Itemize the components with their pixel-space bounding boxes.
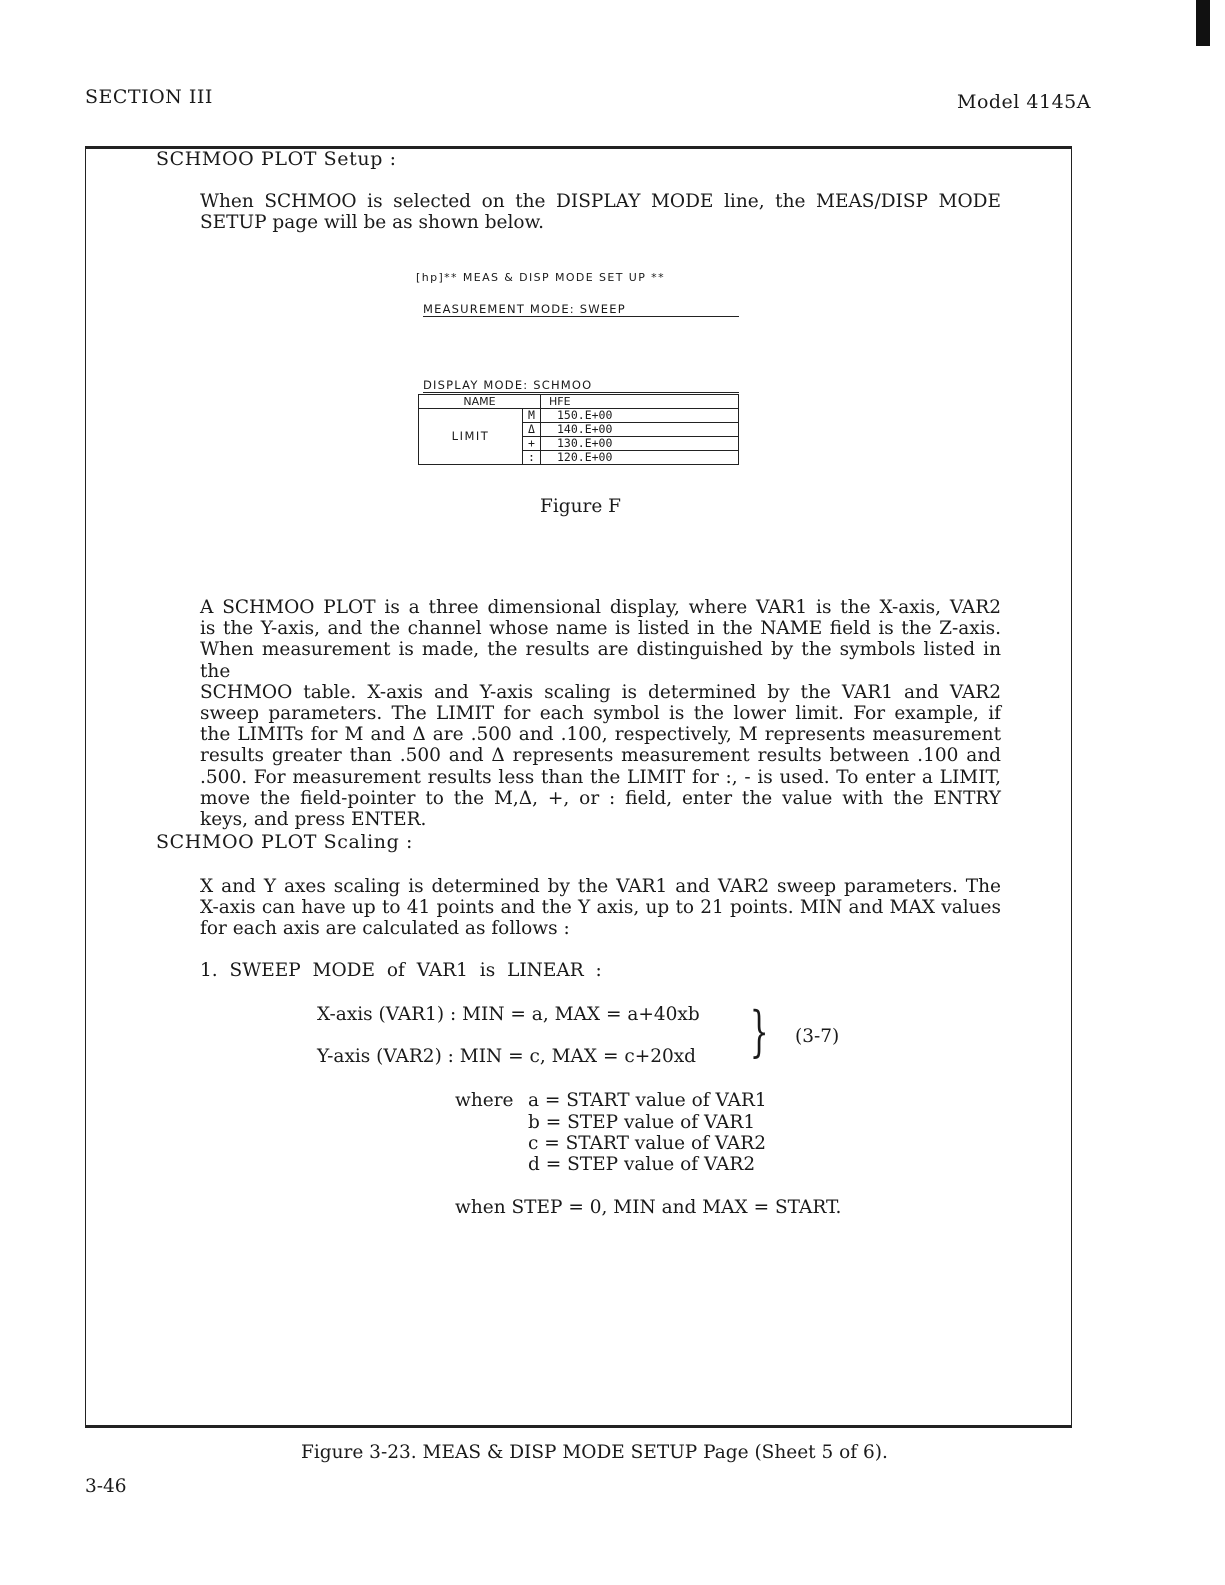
measurement-mode-line: MEASUREMENT MODE: SWEEP xyxy=(423,302,739,317)
screen-title: [hp]** MEAS & DISP MODE SET UP ** xyxy=(416,271,665,284)
limit-value-plus[interactable]: 130.E+00 xyxy=(541,437,739,451)
figure-caption: Figure 3-23. MEAS & DISP MODE SETUP Page (Sheet 5 of 6). xyxy=(301,1442,888,1463)
display-mode-line: DISPLAY MODE: SCHMOO xyxy=(423,378,739,393)
step-zero-note: when STEP = 0, MIN and MAX = START. xyxy=(455,1197,842,1218)
equation-y-axis: Y-axis (VAR2) : MIN = c, MAX = c+20xd xyxy=(317,1046,697,1067)
description-line: is the Y-axis, and the channel whose name is listed in the NAME field is the Z-axis. xyxy=(200,618,1001,640)
setup-intro-line: SETUP page will be as shown below. xyxy=(200,212,545,234)
description-line: sweep parameters. The LIMIT for each symbol is the lower limit. For example, if xyxy=(200,703,1001,725)
setup-intro xyxy=(200,191,1001,233)
limit-value-colon[interactable]: 120.E+00 xyxy=(541,451,739,465)
limit-value-delta[interactable]: 140.E+00 xyxy=(541,423,739,437)
scaling-line: X-axis can have up to 41 points and the Y axis, up to 21 points. MIN and MAX values xyxy=(200,897,1001,919)
schmoo-limit-table xyxy=(418,394,739,465)
table-row xyxy=(419,409,739,423)
figure-f-caption: Figure F xyxy=(540,496,622,517)
sweep-mode-item: 1. SWEEP MODE of VAR1 is LINEAR : xyxy=(200,960,602,981)
scaling-line: for each axis are calculated as follows : xyxy=(200,918,570,940)
margin-bar xyxy=(1196,0,1210,46)
limit-value-m[interactable]: 150.E+00 xyxy=(541,409,739,423)
scaling-line: X and Y axes scaling is determined by the VAR1 and VAR2 sweep parameters. The xyxy=(200,876,1001,897)
description-line: results greater than .500 and Δ represents measurement results between .100 and xyxy=(200,745,1001,767)
table-header-row xyxy=(419,395,739,409)
definition-a: a = START value of VAR1 xyxy=(528,1090,767,1111)
definition-d: d = STEP value of VAR2 xyxy=(528,1154,756,1175)
description-line: .500. For measurement results less than the LIMIT for :, - is used. To enter a LIMIT, xyxy=(200,766,1001,788)
description-line: A SCHMOO PLOT is a three dimensional display, where VAR1 is the X-axis, VAR2 xyxy=(200,597,1001,618)
description-line: SCHMOO table. X-axis and Y-axis scaling is determined by the VAR1 and VAR2 xyxy=(200,681,1001,703)
description-line: keys, and press ENTER. xyxy=(200,809,427,831)
equation-brace: } xyxy=(749,1000,769,1063)
scaling-heading: SCHMOO PLOT Scaling : xyxy=(156,831,414,853)
page-number: 3-46 xyxy=(85,1476,127,1497)
symbol-m[interactable]: M xyxy=(523,409,541,423)
equation-number: (3-7) xyxy=(795,1026,840,1047)
scaling-intro xyxy=(200,876,1001,940)
symbol-delta[interactable]: Δ xyxy=(523,423,541,437)
symbol-plus[interactable]: + xyxy=(523,437,541,451)
description-line: move the field-pointer to the M,Δ, +, or : field, enter the value with the ENTRY xyxy=(200,787,1001,809)
definition-c: c = START value of VAR2 xyxy=(528,1133,766,1154)
model-label: Model 4145A xyxy=(957,91,1091,113)
where-label: where xyxy=(455,1090,514,1111)
channel-name-field[interactable]: HFE xyxy=(541,395,739,409)
limit-label: LIMIT xyxy=(419,409,523,465)
definition-b: b = STEP value of VAR1 xyxy=(528,1112,756,1133)
equation-x-axis: X-axis (VAR1) : MIN = a, MAX = a+40xb xyxy=(317,1004,700,1025)
name-header: NAME xyxy=(419,395,541,409)
setup-heading: SCHMOO PLOT Setup : xyxy=(156,148,397,170)
setup-intro-line: When SCHMOO is selected on the DISPLAY MODE line, the MEAS/DISP MODE xyxy=(200,191,1001,212)
description-line: When measurement is made, the results are distinguished by the symbols listed in the xyxy=(200,639,1001,682)
description-line: the LIMITs for M and Δ are .500 and .100, respectively, M represents measurement xyxy=(200,724,1001,746)
symbol-colon[interactable]: : xyxy=(523,451,541,465)
section-label: SECTION III xyxy=(85,86,213,108)
schmoo-description xyxy=(200,597,1001,830)
